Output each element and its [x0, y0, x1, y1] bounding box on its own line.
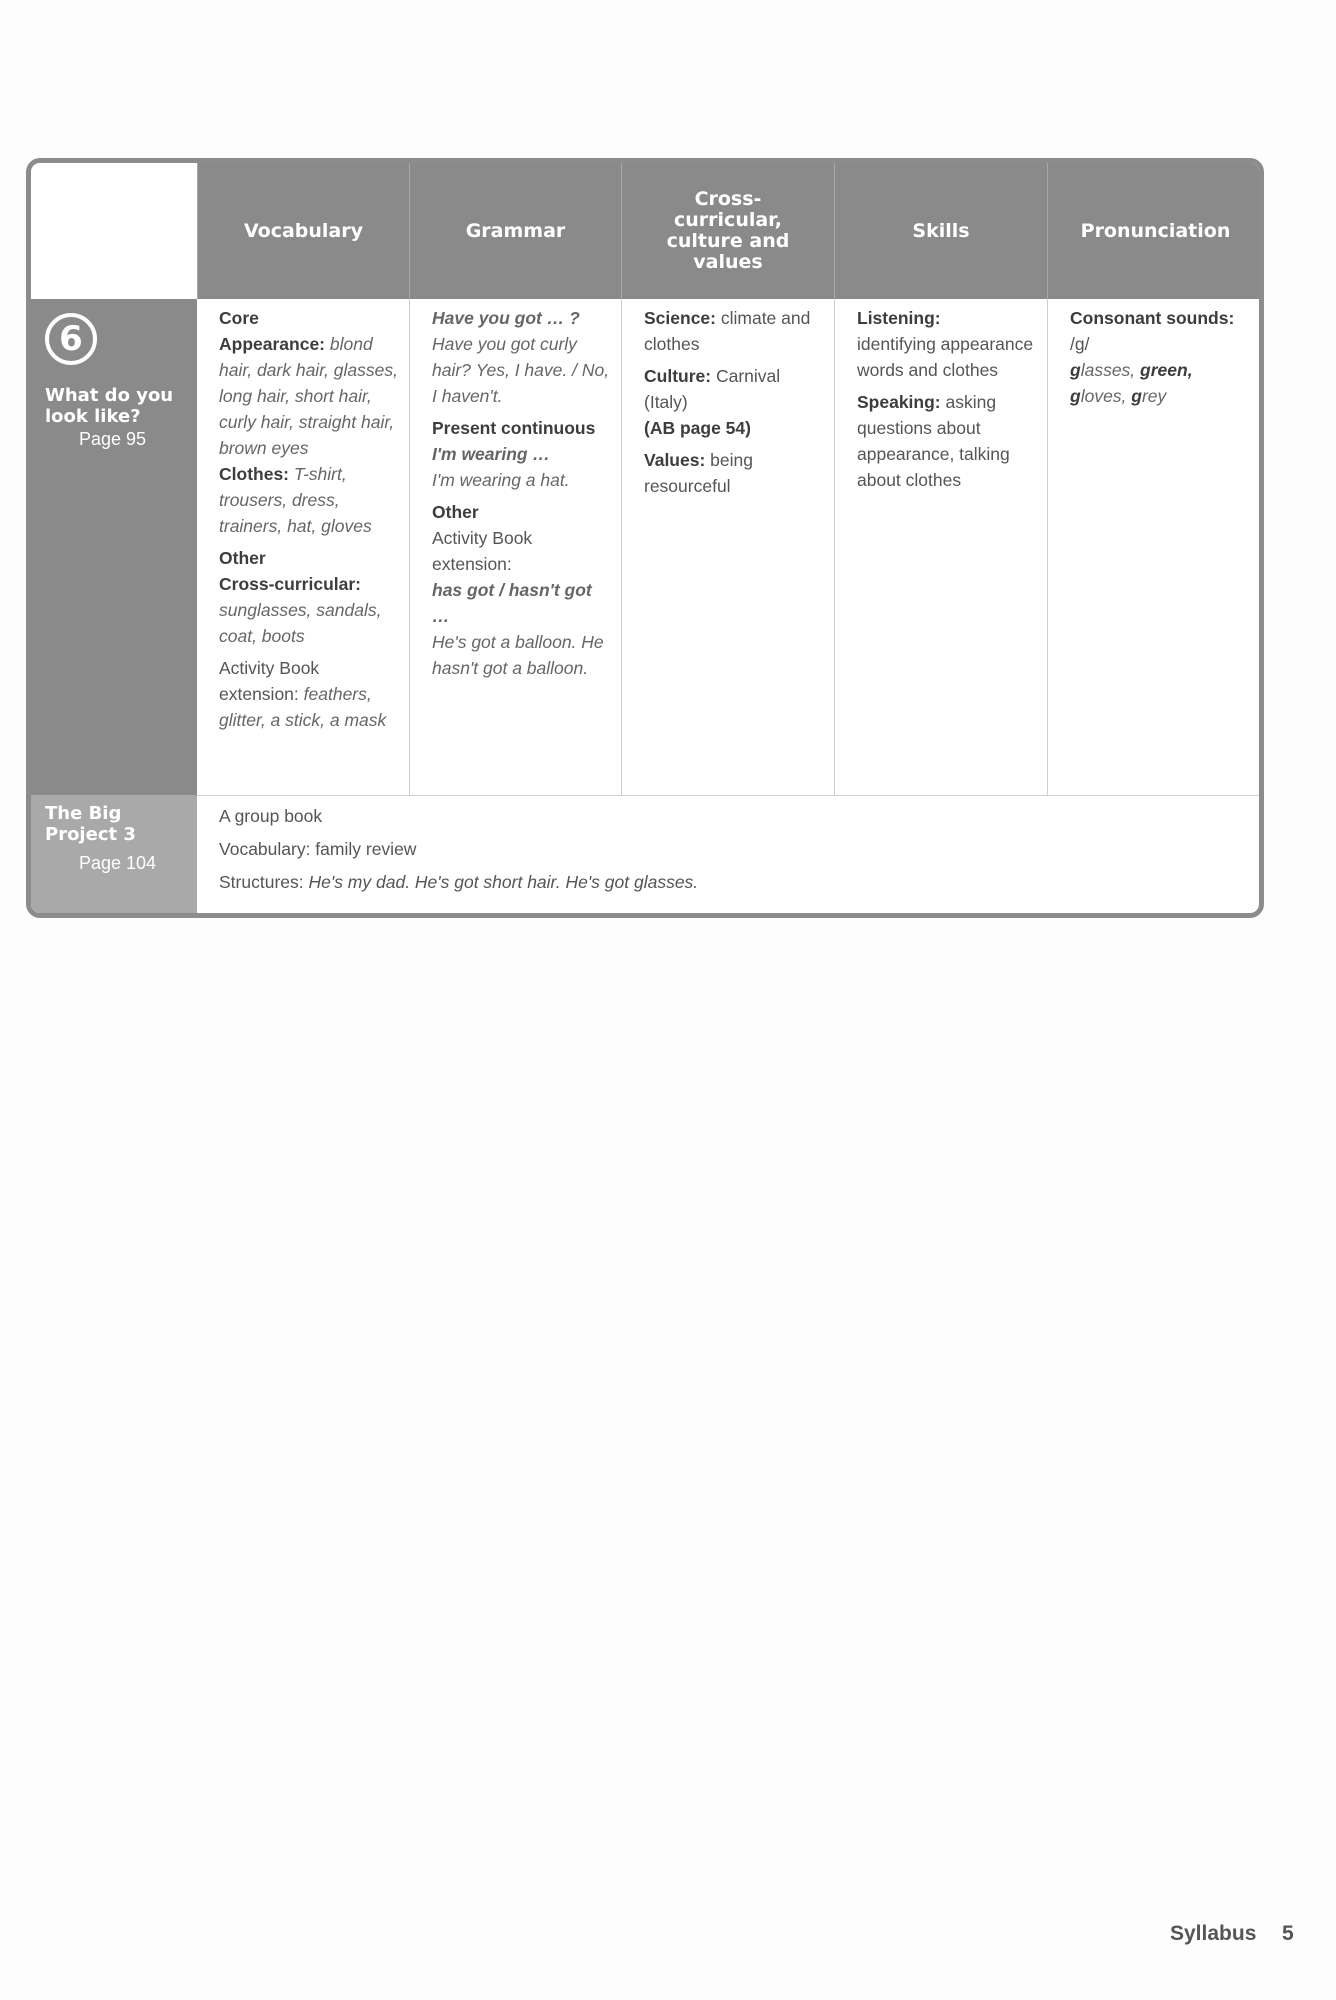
unit-title: What do you look like?	[45, 385, 174, 427]
cross-curricular-cell	[621, 299, 834, 795]
skills-speaking: asking questions about appearance, talking about clothes	[857, 392, 1010, 490]
grammar-question-answer: Yes, I have. / No, I haven't.	[432, 360, 610, 406]
project-cell	[197, 795, 1263, 918]
header-grammar: Grammar	[409, 163, 621, 299]
unit-number-badge: 6	[45, 313, 97, 365]
cross-science: climate and clothes	[644, 308, 811, 354]
project-line-2: Vocabulary: family review	[219, 839, 417, 859]
pron-word-glasses: glasses,	[1070, 360, 1141, 380]
pronunciation-cell	[1047, 299, 1263, 795]
cross-values-label: Values:	[644, 450, 706, 470]
vocab-cross: sunglasses, sandals, coat, boots	[219, 600, 382, 646]
vocab-clothes: T-shirt, trousers, dress, trainers, hat, gloves	[219, 464, 372, 536]
unit-page: Page 95	[79, 429, 147, 449]
header-cross-curricular: Cross-curricular, culture and values	[621, 163, 834, 299]
grammar-cell	[409, 299, 621, 795]
vocab-appearance: blond hair, dark hair, glasses, long hair, short hair, curly hair, straight hair, brown eyes	[219, 334, 398, 458]
project-title: The Big Project 3	[45, 803, 136, 845]
vocab-ab-items: feathers, glitter, a stick, a mask	[219, 684, 387, 730]
vocab-clothes-label: Clothes:	[219, 464, 289, 484]
table-corner	[31, 163, 197, 299]
grammar-hg-example1: He's got a balloon.	[432, 632, 577, 652]
skills-speaking-label: Speaking:	[857, 392, 941, 412]
project-sidebar	[31, 795, 197, 918]
skills-listening: identifying appearance words and clothes	[857, 334, 1034, 380]
grammar-hg-head: has got / hasn't got …	[432, 580, 592, 626]
pron-word-grey: grey	[1131, 386, 1167, 406]
grammar-question-example: Have you got curly hair?	[432, 334, 577, 380]
vocabulary-cell	[197, 299, 409, 795]
pron-word-gloves: gloves,	[1070, 386, 1132, 406]
vocab-appearance-label: Appearance:	[219, 334, 326, 354]
grammar-ab-extension: Activity Book extension:	[432, 528, 533, 574]
cross-ab-page: (AB page 54)	[644, 418, 751, 438]
unit-sidebar	[31, 299, 197, 795]
header-vocabulary: Vocabulary	[197, 163, 409, 299]
vocab-cross-label: Cross-curricular:	[219, 574, 361, 594]
grammar-pc-head: Present continuous	[432, 418, 596, 438]
cross-culture: Carnival (Italy)	[644, 366, 781, 412]
grammar-pc-form: I'm wearing …	[432, 444, 550, 464]
project-line-1: A group book	[219, 806, 323, 826]
footer-section: Syllabus	[1170, 1922, 1257, 1945]
grammar-question-head: Have you got … ?	[432, 308, 580, 328]
vocab-ab-extension: Activity Book extension:	[219, 658, 320, 704]
skills-listening-label: Listening:	[857, 308, 941, 328]
pron-label: Consonant sounds:	[1070, 308, 1235, 328]
project-line-3: Structures: He's my dad. He's got short hair. He's got glasses.	[219, 872, 699, 892]
pron-word-green: green,	[1140, 360, 1193, 380]
header-skills: Skills	[834, 163, 1047, 299]
pron-sound: /g/	[1070, 334, 1090, 354]
grammar-hg-example2: He hasn't got a balloon.	[432, 632, 604, 678]
vocab-core-label: Core	[219, 308, 259, 328]
vocab-other-label: Other	[219, 548, 266, 568]
cross-values: being resourceful	[644, 450, 753, 496]
grammar-other-label: Other	[432, 502, 479, 522]
grammar-pc-example: I'm wearing a hat.	[432, 470, 570, 490]
cross-culture-label: Culture:	[644, 366, 712, 386]
header-pronunciation: Pronunciation	[1047, 163, 1263, 299]
cross-science-label: Science:	[644, 308, 716, 328]
project-page: Page 104	[79, 853, 157, 873]
skills-cell	[834, 299, 1047, 795]
syllabus-table	[26, 158, 1264, 918]
footer-page-number: 5	[1282, 1922, 1294, 1945]
